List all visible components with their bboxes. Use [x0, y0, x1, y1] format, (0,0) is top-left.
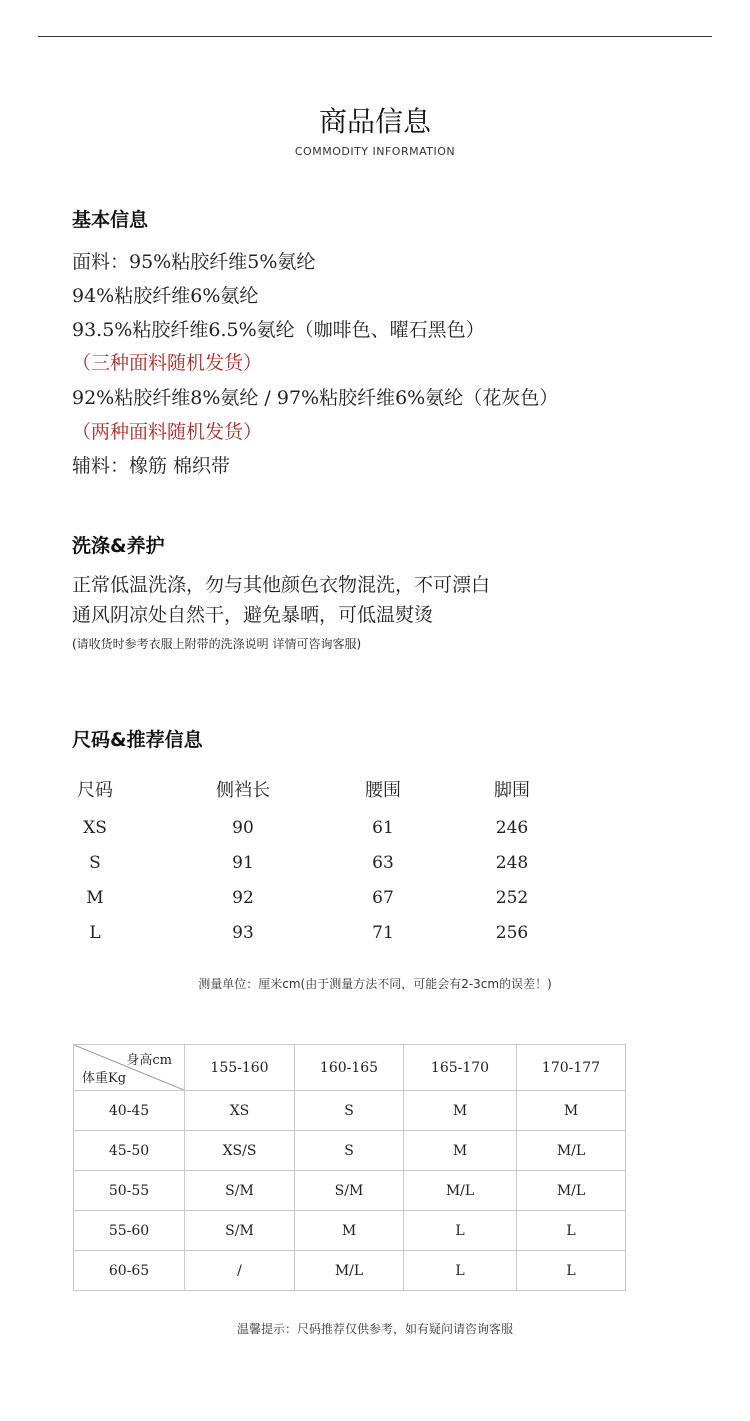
basic-info-line: 面料：95%粘胶纤维5%氨纶	[72, 251, 316, 273]
size-cell: 92	[232, 888, 254, 908]
recommended-size-cell: L	[517, 1251, 626, 1291]
corner-cell	[74, 1045, 185, 1091]
size-cell: XS	[83, 818, 107, 838]
basic-info-heading: 基本信息	[72, 209, 149, 231]
weight-axis-label: 体重Kg	[82, 1071, 127, 1086]
size-column-header: 腰围	[365, 780, 401, 801]
recommended-size-cell: L	[404, 1211, 517, 1251]
page-title: 商品信息	[318, 105, 431, 138]
care-heading: 洗涤&养护	[72, 535, 165, 557]
size-cell: 90	[232, 818, 254, 838]
size-cell: S	[89, 853, 101, 873]
height-axis-label: 身高cm	[126, 1053, 172, 1068]
weight-range-cell: 45-50	[74, 1131, 185, 1171]
recommendation-table	[73, 1044, 626, 1291]
size-cell: 91	[232, 853, 254, 873]
height-range-header: 155-160	[185, 1045, 295, 1091]
recommended-size-cell: M	[295, 1211, 404, 1251]
recommendation-header-row	[74, 1045, 626, 1091]
size-cell: 248	[495, 853, 529, 873]
table-row	[74, 1131, 626, 1171]
weight-range-cell: 40-45	[74, 1091, 185, 1131]
recommended-size-cell: M/L	[517, 1131, 626, 1171]
size-cell: M	[86, 888, 104, 908]
table-row	[74, 1091, 626, 1131]
recommended-size-cell: L	[404, 1251, 517, 1291]
size-heading: 尺码&推荐信息	[72, 729, 203, 751]
basic-info-line: （两种面料随机发货）	[72, 421, 263, 443]
recommended-size-cell: M/L	[517, 1171, 626, 1211]
size-column-header: 尺码	[77, 780, 113, 801]
top-divider	[38, 36, 712, 37]
recommended-size-cell: S	[295, 1131, 404, 1171]
table-row	[74, 1251, 626, 1291]
basic-info-line: 辅料：橡筋 棉织带	[72, 455, 231, 477]
footer-note: 温馨提示：尺码推荐仅供参考，如有疑问请咨询客服	[236, 1322, 513, 1336]
care-note: (请收货时参考衣服上附带的洗涤说明 详情可咨询客服)	[72, 637, 362, 651]
size-cell: 63	[372, 853, 394, 873]
size-cell: 252	[495, 888, 529, 908]
recommended-size-cell: XS/S	[185, 1131, 295, 1171]
size-cell: 256	[495, 923, 529, 943]
recommended-size-cell: S/M	[185, 1171, 295, 1211]
recommended-size-cell: /	[185, 1251, 295, 1291]
care-line: 通风阴凉处自然干，避免暴晒，可低温熨烫	[72, 604, 434, 626]
recommended-size-cell: S/M	[185, 1211, 295, 1251]
care-line: 正常低温洗涤，勿与其他颜色衣物混洗，不可漂白	[72, 574, 491, 596]
recommended-size-cell: M/L	[404, 1171, 517, 1211]
recommended-size-cell: M	[404, 1091, 517, 1131]
recommended-size-cell: M/L	[295, 1251, 404, 1291]
recommended-size-cell: S	[295, 1091, 404, 1131]
size-cell: L	[89, 923, 101, 943]
size-cell: 61	[372, 818, 394, 838]
basic-info-line: 94%粘胶纤维6%氨纶	[72, 285, 259, 307]
page-subtitle: COMMODITY INFORMATION	[294, 145, 456, 158]
size-cell: 67	[372, 888, 394, 908]
height-range-header: 170-177	[517, 1045, 626, 1091]
height-range-header: 160-165	[295, 1045, 404, 1091]
recommended-size-cell: M	[404, 1131, 517, 1171]
weight-range-cell: 50-55	[74, 1171, 185, 1211]
basic-info-line: 93.5%粘胶纤维6.5%氨纶（咖啡色、曜石黑色）	[72, 319, 485, 341]
table-row	[74, 1171, 626, 1211]
basic-info-line: 92%粘胶纤维8%氨纶 / 97%粘胶纤维6%氨纶（花灰色）	[72, 387, 559, 409]
table-row	[74, 1211, 626, 1251]
recommended-size-cell: S/M	[295, 1171, 404, 1211]
size-column-header: 脚围	[494, 780, 530, 801]
recommended-size-cell: L	[517, 1211, 626, 1251]
basic-info-line: （三种面料随机发货）	[72, 352, 263, 374]
height-range-header: 165-170	[404, 1045, 517, 1091]
size-cell: 246	[495, 818, 529, 838]
recommended-size-cell: M	[517, 1091, 626, 1131]
size-cell: 71	[372, 923, 394, 943]
weight-range-cell: 55-60	[74, 1211, 185, 1251]
recommended-size-cell: XS	[185, 1091, 295, 1131]
size-column-header: 侧裆长	[216, 780, 270, 801]
weight-range-cell: 60-65	[74, 1251, 185, 1291]
unit-note: 测量单位：厘米cm(由于测量方法不同，可能会有2-3cm的误差！)	[198, 977, 552, 991]
size-cell: 93	[232, 923, 254, 943]
